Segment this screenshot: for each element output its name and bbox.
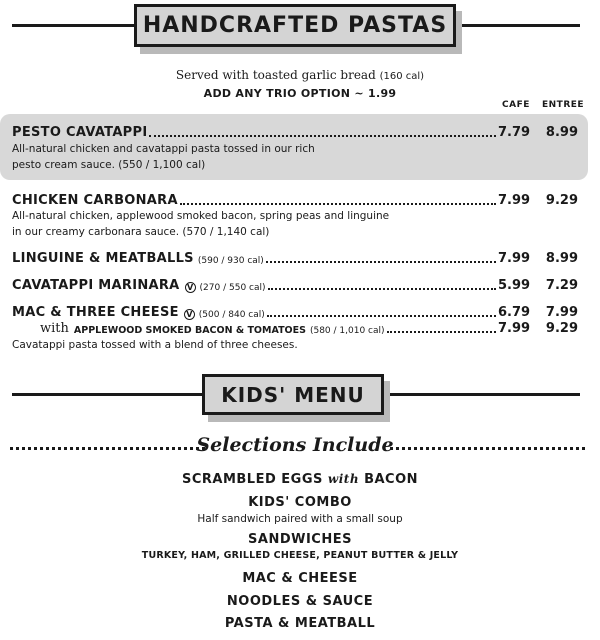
price-entree: 8.99 bbox=[545, 251, 578, 266]
menu-item-chicken-carbonara bbox=[12, 190, 578, 208]
description-line: in our creamy carbonara sauce. (570 / 1,140 cal) bbox=[12, 226, 270, 238]
selections-dotline-right bbox=[390, 447, 585, 450]
menu-item-cavatappi-marinara bbox=[12, 275, 578, 293]
description-line: pesto cream sauce. (550 / 1,100 cal) bbox=[12, 159, 206, 171]
served-with-text: Served with toasted garlic bread bbox=[175, 68, 376, 82]
item-description bbox=[12, 208, 392, 240]
price-entree: 7.99 bbox=[545, 305, 578, 320]
addon-with: with bbox=[40, 321, 69, 336]
description-line: All-natural chicken, applewood smoked bacon, spring peas and linguine bbox=[12, 210, 390, 222]
kids-item-mac-cheese: MAC & CHEESE bbox=[242, 571, 358, 586]
item-name: LINGUINE & MEATBALLS bbox=[12, 251, 194, 266]
served-with-line bbox=[0, 68, 600, 82]
dot-leader bbox=[149, 135, 496, 137]
header-rule-left bbox=[12, 24, 134, 27]
menu-item-linguine-meatballs bbox=[12, 248, 578, 266]
kids-item-with: with bbox=[327, 472, 360, 486]
dot-leader bbox=[268, 288, 496, 290]
price-entree: 9.29 bbox=[545, 321, 578, 336]
selections-include-heading: Selections Include bbox=[196, 434, 394, 456]
kids-item-scrambled-eggs bbox=[0, 472, 600, 487]
item-name: MAC & THREE CHEESE bbox=[12, 305, 179, 320]
kids-item-text: BACON bbox=[364, 472, 419, 487]
item-calories: (580 / 1,010 cal) bbox=[309, 326, 385, 336]
price-cafe: 6.79 bbox=[498, 305, 531, 320]
description-line: All-natural chicken and cavatappi pasta tossed in our rich bbox=[12, 143, 315, 155]
item-description bbox=[12, 141, 342, 173]
dot-leader bbox=[266, 261, 496, 263]
item-calories: (500 / 840 cal) bbox=[198, 310, 265, 320]
item-description bbox=[12, 337, 412, 353]
price-cafe: 7.99 bbox=[498, 321, 531, 336]
price-cafe: 7.99 bbox=[498, 193, 531, 208]
description-line: Cavatappi pasta tossed with a blend of three cheeses. bbox=[12, 339, 298, 351]
trio-option: ADD ANY TRIO OPTION ~ 1.99 bbox=[203, 87, 397, 100]
price-entree: 9.29 bbox=[545, 193, 578, 208]
price-entree: 8.99 bbox=[545, 125, 578, 140]
dot-leader bbox=[180, 203, 496, 205]
served-with-cal: (160 cal) bbox=[379, 71, 425, 82]
item-name: CHICKEN CARBONARA bbox=[12, 193, 178, 208]
item-name: CAVATAPPI MARINARA bbox=[12, 278, 180, 293]
kids-section-title: KIDS' MENU bbox=[202, 374, 384, 415]
column-header-cafe: CAFE bbox=[502, 100, 530, 110]
vegetarian-icon: V bbox=[184, 309, 195, 320]
menu-item-pesto-cavatappi bbox=[12, 122, 578, 140]
menu-item-mac-addon bbox=[40, 318, 578, 336]
kids-rule-right bbox=[390, 393, 580, 396]
kids-item-noodles-sauce: NOODLES & SAUCE bbox=[226, 594, 374, 609]
kids-item-combo-desc: Half sandwich paired with a small soup bbox=[197, 513, 403, 525]
header-rule-right bbox=[456, 24, 580, 27]
kids-item-combo: KIDS' COMBO bbox=[248, 495, 352, 510]
dot-leader bbox=[267, 315, 496, 317]
pasta-section-title: HANDCRAFTED PASTAS bbox=[134, 4, 456, 47]
kids-rule-left bbox=[12, 393, 202, 396]
item-calories: (270 / 550 cal) bbox=[199, 283, 266, 293]
kids-item-sandwiches-desc: TURKEY, HAM, GRILLED CHEESE, PEANUT BUTTER & JELLY bbox=[141, 550, 459, 561]
item-name: PESTO CAVATAPPI bbox=[12, 125, 148, 140]
price-cafe: 7.79 bbox=[498, 125, 531, 140]
item-calories: (590 / 930 cal) bbox=[197, 256, 264, 266]
addon-name: APPLEWOOD SMOKED BACON & TOMATOES bbox=[73, 325, 306, 336]
kids-item-text: SCRAMBLED EGGS bbox=[181, 472, 323, 487]
price-cafe: 5.99 bbox=[498, 278, 531, 293]
column-header-entree: ENTREE bbox=[542, 100, 585, 110]
selections-dotline-left bbox=[10, 447, 205, 450]
price-cafe: 7.99 bbox=[498, 251, 531, 266]
kids-item-pasta-meatball: PASTA & MEATBALL bbox=[224, 616, 376, 631]
price-entree: 7.29 bbox=[545, 278, 578, 293]
kids-item-sandwiches: SANDWICHES bbox=[248, 532, 352, 547]
vegetarian-icon: V bbox=[185, 282, 196, 293]
dot-leader bbox=[387, 331, 496, 333]
